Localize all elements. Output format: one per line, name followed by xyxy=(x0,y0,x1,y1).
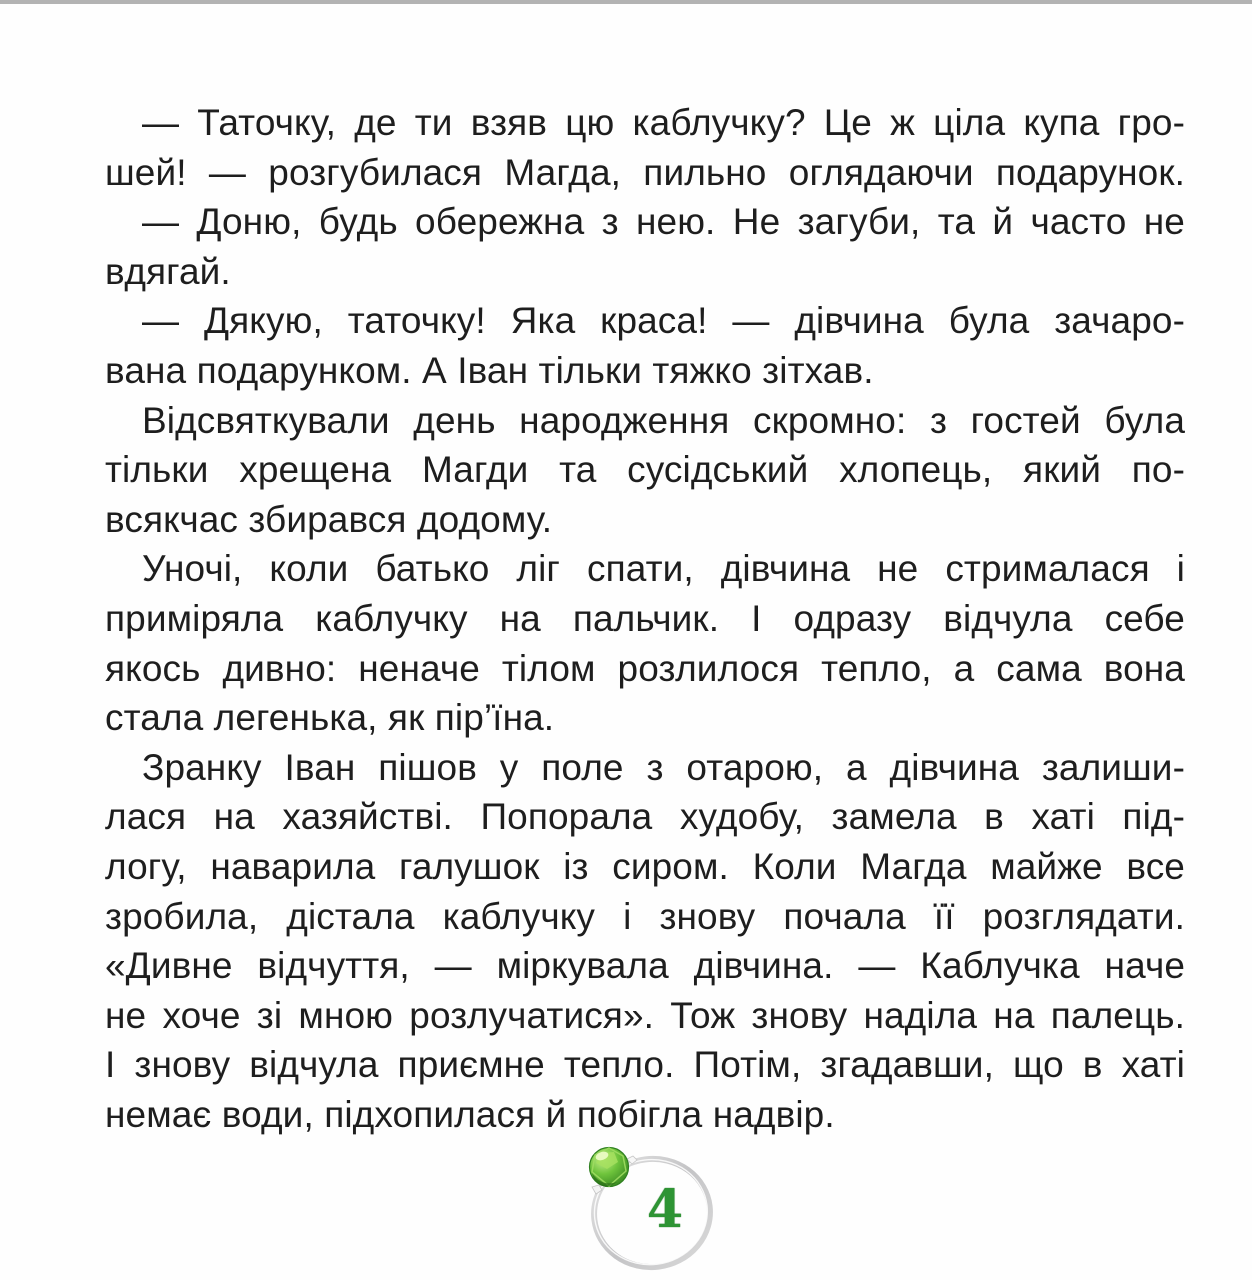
text-line: якось дивно: неначе тілом розлилося тепло, а сама вона xyxy=(105,647,1185,689)
text-line: не хоче зі мною розлучатися». Тож знову наділа на палець. xyxy=(105,994,1185,1036)
text-line: шей! — розгубилася Магда, пильно оглядаючи подарунок. xyxy=(105,151,1185,193)
text-line: лася на хазяйстві. Попорала худобу, замела в хаті під- xyxy=(105,796,1185,838)
text-line: стала легенька, як пір’їна. xyxy=(105,697,555,739)
text-line: Уночі, коли батько ліг спати, дівчина не стрималася і xyxy=(142,548,1185,590)
text-line: зробила, дістала каблучку і знову почала її розглядати. xyxy=(105,895,1185,937)
gem-icon xyxy=(590,1148,629,1187)
text-line: всякчас збирався додому. xyxy=(105,498,553,540)
text-line: Зранку Іван пішов у поле з отарою, а дівчина залиши- xyxy=(142,746,1185,788)
text-line: немає води, підхопилася й побігла надвір. xyxy=(105,1093,835,1135)
text-line: — Дякую, таточку! Яка краса! — дівчина була зачаро- xyxy=(142,300,1185,342)
text-line: тільки хрещена Магди та сусідський хлопець, який по- xyxy=(105,449,1185,491)
page-top-edge xyxy=(0,0,1252,4)
text-line: приміряла каблучку на пальчик. І одразу відчула себе xyxy=(105,597,1185,639)
text-line: — Таточку, де ти взяв цю каблучку? Це ж ціла купа гро- xyxy=(142,102,1185,143)
story-text xyxy=(105,98,1185,1139)
text-line: логу, наварила галушок із сиром. Коли Магда майже все xyxy=(105,845,1185,887)
text-line: — Доню, будь обережна з нею. Не загуби, та й часто не xyxy=(142,201,1185,243)
text-line: І знову відчула приємне тепло. Потім, згадавши, що в хаті xyxy=(105,1044,1185,1086)
text-line: Відсвяткували день народження скромно: з гостей була xyxy=(142,399,1185,441)
text-line: вана подарунком. А Іван тільки тяжко зітхав. xyxy=(105,349,874,391)
page-number: 4 xyxy=(646,1179,684,1240)
text-line: вдягай. xyxy=(105,250,231,292)
text-line: «Дивне відчуття, — міркувала дівчина. — Каблучка наче xyxy=(105,945,1185,987)
